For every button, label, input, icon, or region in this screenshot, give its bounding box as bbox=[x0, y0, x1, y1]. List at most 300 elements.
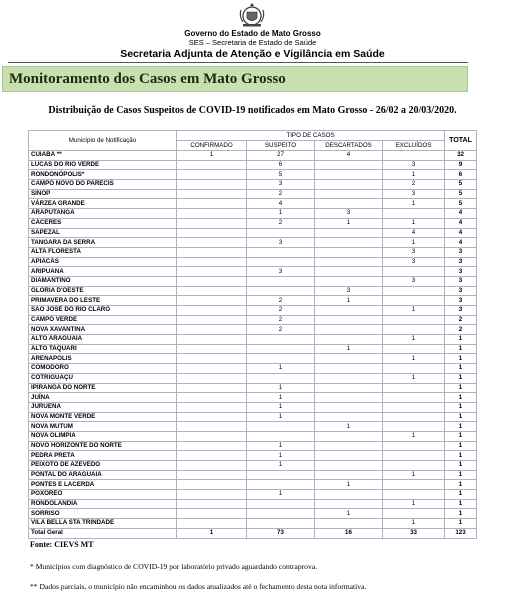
cell-suspeito: 2 bbox=[247, 315, 315, 325]
cell-excluidos bbox=[383, 412, 445, 422]
cell-suspeito bbox=[247, 499, 315, 509]
cell-confirmado: 1 bbox=[177, 528, 247, 538]
cell-descartados bbox=[315, 325, 383, 335]
table-row bbox=[29, 247, 477, 257]
cell-total: 1 bbox=[445, 364, 477, 374]
cell-excluidos: 1 bbox=[383, 170, 445, 180]
cell-suspeito: 5 bbox=[247, 170, 315, 180]
cell-descartados: 3 bbox=[315, 209, 383, 219]
cell-total: 32 bbox=[445, 151, 477, 161]
cell-suspeito: 1 bbox=[247, 402, 315, 412]
table-row bbox=[29, 218, 477, 228]
cell-descartados bbox=[315, 228, 383, 238]
cell-confirmado bbox=[177, 199, 247, 209]
cell-municipio: DIAMANTINO bbox=[29, 276, 177, 286]
cell-confirmado bbox=[177, 228, 247, 238]
col-header-tipo: TIPO DE CASOS bbox=[177, 131, 445, 141]
col-header-descartados: DESCARTADOS bbox=[315, 141, 383, 151]
cell-confirmado bbox=[177, 402, 247, 412]
cell-suspeito: 2 bbox=[247, 189, 315, 199]
cell-suspeito bbox=[247, 335, 315, 345]
cell-confirmado bbox=[177, 431, 247, 441]
cell-descartados: 1 bbox=[315, 344, 383, 354]
cell-total: 3 bbox=[445, 296, 477, 306]
cell-descartados bbox=[315, 238, 383, 248]
table-row bbox=[29, 170, 477, 180]
cell-excluidos: 1 bbox=[383, 431, 445, 441]
cell-municipio: Total Geral bbox=[29, 528, 177, 538]
cell-descartados bbox=[315, 393, 383, 403]
cell-total: 5 bbox=[445, 180, 477, 190]
cell-descartados bbox=[315, 160, 383, 170]
cell-municipio: PONTES E LACERDA bbox=[29, 480, 177, 490]
cell-descartados bbox=[315, 402, 383, 412]
table-row bbox=[29, 441, 477, 451]
cell-municipio: COMODORO bbox=[29, 364, 177, 374]
cell-municipio: CÁCERES bbox=[29, 218, 177, 228]
table-row bbox=[29, 257, 477, 267]
cell-descartados bbox=[315, 373, 383, 383]
table-row bbox=[29, 296, 477, 306]
cell-total: 4 bbox=[445, 228, 477, 238]
cell-total: 1 bbox=[445, 461, 477, 471]
cell-total: 1 bbox=[445, 383, 477, 393]
cell-descartados: 1 bbox=[315, 480, 383, 490]
cell-total: 2 bbox=[445, 325, 477, 335]
cell-suspeito: 6 bbox=[247, 160, 315, 170]
cell-total: 9 bbox=[445, 160, 477, 170]
cell-descartados: 1 bbox=[315, 218, 383, 228]
cell-descartados bbox=[315, 180, 383, 190]
cell-excluidos bbox=[383, 509, 445, 519]
cell-suspeito: 3 bbox=[247, 238, 315, 248]
cell-total: 4 bbox=[445, 218, 477, 228]
cell-suspeito bbox=[247, 276, 315, 286]
cell-confirmado bbox=[177, 461, 247, 471]
cell-excluidos: 3 bbox=[383, 189, 445, 199]
table-row bbox=[29, 286, 477, 296]
cell-descartados bbox=[315, 267, 383, 277]
cell-municipio: CUIABÁ ** bbox=[29, 151, 177, 161]
cell-confirmado bbox=[177, 344, 247, 354]
col-header-suspeito: SUSPEITO bbox=[247, 141, 315, 151]
cell-suspeito: 1 bbox=[247, 490, 315, 500]
cell-total: 4 bbox=[445, 209, 477, 219]
table-row bbox=[29, 519, 477, 529]
col-header-municipio: Município de Notificação bbox=[29, 131, 177, 151]
table-row bbox=[29, 509, 477, 519]
cell-excluidos bbox=[383, 480, 445, 490]
cell-descartados bbox=[315, 519, 383, 529]
cell-total: 1 bbox=[445, 451, 477, 461]
cell-municipio: PONTAL DO ARAGUAIA bbox=[29, 470, 177, 480]
cell-confirmado bbox=[177, 325, 247, 335]
cell-suspeito bbox=[247, 257, 315, 267]
cell-excluidos bbox=[383, 209, 445, 219]
cell-suspeito bbox=[247, 247, 315, 257]
cell-descartados bbox=[315, 335, 383, 345]
cell-confirmado bbox=[177, 383, 247, 393]
cell-municipio: NOVA XAVANTINA bbox=[29, 325, 177, 335]
table-total-row bbox=[29, 528, 477, 538]
cell-descartados bbox=[315, 257, 383, 267]
cell-confirmado bbox=[177, 393, 247, 403]
cell-confirmado bbox=[177, 296, 247, 306]
cell-municipio: SAPEZAL bbox=[29, 228, 177, 238]
cell-suspeito bbox=[247, 286, 315, 296]
cell-descartados bbox=[315, 490, 383, 500]
cell-descartados bbox=[315, 170, 383, 180]
cell-total: 1 bbox=[445, 431, 477, 441]
table-row bbox=[29, 228, 477, 238]
cell-excluidos bbox=[383, 402, 445, 412]
cell-total: 1 bbox=[445, 519, 477, 529]
cell-excluidos: 1 bbox=[383, 373, 445, 383]
table-row bbox=[29, 364, 477, 374]
cell-confirmado bbox=[177, 160, 247, 170]
cell-total: 3 bbox=[445, 267, 477, 277]
table-row bbox=[29, 335, 477, 345]
table-caption: Distribuição de Casos Suspeitos de COVID-19 notificados em Mato Grosso - 26/02 a 20/03/2020. bbox=[48, 105, 457, 116]
cell-excluidos: 1 bbox=[383, 470, 445, 480]
table-row bbox=[29, 431, 477, 441]
cell-suspeito: 2 bbox=[247, 306, 315, 316]
cell-confirmado bbox=[177, 490, 247, 500]
cell-municipio: ALTO ARAGUAIA bbox=[29, 335, 177, 345]
cell-total: 1 bbox=[445, 335, 477, 345]
cell-descartados bbox=[315, 441, 383, 451]
footnote-partial-data: ** Dados parciais, o município não encaminhou os dados atualizados até o fechamento desta nota informativa. bbox=[30, 582, 367, 591]
cell-suspeito: 2 bbox=[247, 325, 315, 335]
cell-excluidos bbox=[383, 344, 445, 354]
cell-total: 1 bbox=[445, 402, 477, 412]
table-row bbox=[29, 402, 477, 412]
cell-excluidos bbox=[383, 267, 445, 277]
table-row bbox=[29, 393, 477, 403]
cell-total: 1 bbox=[445, 422, 477, 432]
cell-total: 1 bbox=[445, 480, 477, 490]
cell-municipio: ARAPUTANGA bbox=[29, 209, 177, 219]
cell-confirmado bbox=[177, 422, 247, 432]
cell-suspeito bbox=[247, 519, 315, 529]
cell-suspeito bbox=[247, 480, 315, 490]
cell-total: 2 bbox=[445, 315, 477, 325]
cell-confirmado bbox=[177, 218, 247, 228]
cell-suspeito: 1 bbox=[247, 383, 315, 393]
cell-excluidos bbox=[383, 393, 445, 403]
cell-suspeito: 73 bbox=[247, 528, 315, 538]
cell-excluidos bbox=[383, 364, 445, 374]
cell-municipio: VÁRZEA GRANDE bbox=[29, 199, 177, 209]
cell-descartados bbox=[315, 315, 383, 325]
cell-municipio: PEIXOTO DE AZEVEDO bbox=[29, 461, 177, 471]
table-row bbox=[29, 490, 477, 500]
cell-excluidos: 1 bbox=[383, 499, 445, 509]
table-row bbox=[29, 209, 477, 219]
cell-suspeito: 1 bbox=[247, 209, 315, 219]
cell-municipio: GLÓRIA D'OESTE bbox=[29, 286, 177, 296]
table-row bbox=[29, 325, 477, 335]
table-row bbox=[29, 180, 477, 190]
cell-suspeito bbox=[247, 422, 315, 432]
cell-total: 6 bbox=[445, 170, 477, 180]
cell-municipio: ARENAPOLIS bbox=[29, 354, 177, 364]
cell-excluidos: 1 bbox=[383, 519, 445, 529]
cell-total: 4 bbox=[445, 238, 477, 248]
cell-total: 3 bbox=[445, 286, 477, 296]
cell-confirmado bbox=[177, 306, 247, 316]
cell-descartados: 1 bbox=[315, 422, 383, 432]
cell-total: 1 bbox=[445, 470, 477, 480]
cell-municipio: POXORÉO bbox=[29, 490, 177, 500]
cell-excluidos: 1 bbox=[383, 218, 445, 228]
cell-descartados bbox=[315, 189, 383, 199]
cell-total: 1 bbox=[445, 499, 477, 509]
cell-municipio: NOVA MUTUM bbox=[29, 422, 177, 432]
cell-confirmado bbox=[177, 364, 247, 374]
cell-suspeito: 1 bbox=[247, 461, 315, 471]
cell-total: 1 bbox=[445, 373, 477, 383]
cell-descartados bbox=[315, 461, 383, 471]
cell-total: 1 bbox=[445, 490, 477, 500]
cell-confirmado: 1 bbox=[177, 151, 247, 161]
cell-municipio: NOVO HORIZONTE DO NORTE bbox=[29, 441, 177, 451]
table-row bbox=[29, 354, 477, 364]
cell-suspeito: 1 bbox=[247, 393, 315, 403]
cell-confirmado bbox=[177, 180, 247, 190]
cell-confirmado bbox=[177, 519, 247, 529]
cell-total: 3 bbox=[445, 306, 477, 316]
cell-total: 5 bbox=[445, 189, 477, 199]
document-header bbox=[0, 0, 505, 66]
cell-excluidos: 1 bbox=[383, 335, 445, 345]
cell-confirmado bbox=[177, 354, 247, 364]
table-row bbox=[29, 451, 477, 461]
table-row bbox=[29, 306, 477, 316]
cell-excluidos bbox=[383, 441, 445, 451]
table-row bbox=[29, 383, 477, 393]
cell-total: 1 bbox=[445, 509, 477, 519]
cell-municipio: NOVA MONTE VERDE bbox=[29, 412, 177, 422]
table-row bbox=[29, 470, 477, 480]
cell-excluidos: 3 bbox=[383, 247, 445, 257]
table-row bbox=[29, 276, 477, 286]
cell-total: 5 bbox=[445, 199, 477, 209]
cell-suspeito: 4 bbox=[247, 199, 315, 209]
cell-municipio: LUCAS DO RIO VERDE bbox=[29, 160, 177, 170]
cell-suspeito: 2 bbox=[247, 218, 315, 228]
cell-descartados bbox=[315, 451, 383, 461]
table-row bbox=[29, 189, 477, 199]
cell-municipio: SINOP bbox=[29, 189, 177, 199]
cell-excluidos: 1 bbox=[383, 306, 445, 316]
cell-total: 3 bbox=[445, 276, 477, 286]
cell-municipio: ALTO TAQUARI bbox=[29, 344, 177, 354]
cell-suspeito: 3 bbox=[247, 267, 315, 277]
cell-confirmado bbox=[177, 247, 247, 257]
col-header-total: TOTAL bbox=[445, 131, 477, 151]
footnote-private-lab: * Municípios com diagnóstico de COVID-19 por laboratório privado aguardando contraprova. bbox=[30, 562, 318, 571]
cell-confirmado bbox=[177, 209, 247, 219]
cell-descartados bbox=[315, 499, 383, 509]
cell-excluidos bbox=[383, 286, 445, 296]
adjunct-secretariat-name: Secretaria Adjunta de Atenção e Vigilância em Saúde bbox=[120, 48, 385, 60]
cell-confirmado bbox=[177, 451, 247, 461]
cell-total: 1 bbox=[445, 412, 477, 422]
cell-municipio: APIACÁS bbox=[29, 257, 177, 267]
cell-excluidos: 1 bbox=[383, 238, 445, 248]
cell-total: 1 bbox=[445, 354, 477, 364]
cell-excluidos: 3 bbox=[383, 276, 445, 286]
cell-municipio: SORRISO bbox=[29, 509, 177, 519]
secretariat-name: SES – Secretaria de Estado de Saúde bbox=[188, 38, 317, 47]
cell-municipio: IPIRANGA DO NORTE bbox=[29, 383, 177, 393]
cell-municipio: CAMPO NOVO DO PARECIS bbox=[29, 180, 177, 190]
col-header-excluidos: EXCLUÍDOS bbox=[383, 141, 445, 151]
cell-confirmado bbox=[177, 480, 247, 490]
cell-confirmado bbox=[177, 170, 247, 180]
cell-excluidos bbox=[383, 151, 445, 161]
table-row bbox=[29, 238, 477, 248]
cell-municipio: RONDOLANDIA bbox=[29, 499, 177, 509]
cell-suspeito: 27 bbox=[247, 151, 315, 161]
table-row bbox=[29, 160, 477, 170]
cell-confirmado bbox=[177, 470, 247, 480]
cell-confirmado bbox=[177, 509, 247, 519]
table-row bbox=[29, 151, 477, 161]
table-body bbox=[29, 151, 477, 539]
cell-confirmado bbox=[177, 257, 247, 267]
header-divider bbox=[8, 62, 468, 63]
source-note: Fonte: CIEVS MT bbox=[30, 540, 94, 549]
cell-suspeito: 3 bbox=[247, 180, 315, 190]
cell-excluidos: 33 bbox=[383, 528, 445, 538]
cell-municipio: ARIPUANA bbox=[29, 267, 177, 277]
cell-excluidos bbox=[383, 383, 445, 393]
cell-excluidos: 3 bbox=[383, 160, 445, 170]
table-row bbox=[29, 422, 477, 432]
cell-excluidos bbox=[383, 461, 445, 471]
cell-descartados bbox=[315, 354, 383, 364]
cell-total: 3 bbox=[445, 257, 477, 267]
table-header-row bbox=[29, 131, 477, 141]
cell-suspeito: 1 bbox=[247, 451, 315, 461]
cell-suspeito bbox=[247, 228, 315, 238]
table-row bbox=[29, 499, 477, 509]
cell-confirmado bbox=[177, 267, 247, 277]
cell-total: 1 bbox=[445, 393, 477, 403]
cell-confirmado bbox=[177, 238, 247, 248]
cell-descartados bbox=[315, 364, 383, 374]
government-name: Governo do Estado de Mato Grosso bbox=[184, 29, 321, 38]
cell-excluidos bbox=[383, 325, 445, 335]
cell-excluidos: 3 bbox=[383, 257, 445, 267]
cell-descartados bbox=[315, 306, 383, 316]
table-row bbox=[29, 199, 477, 209]
cell-municipio: TANGARA DA SERRA bbox=[29, 238, 177, 248]
table-row bbox=[29, 344, 477, 354]
cell-municipio: RONDONÓPOLIS* bbox=[29, 170, 177, 180]
table-row bbox=[29, 315, 477, 325]
cell-suspeito bbox=[247, 344, 315, 354]
cell-descartados bbox=[315, 276, 383, 286]
table-row bbox=[29, 373, 477, 383]
cell-confirmado bbox=[177, 315, 247, 325]
cell-total: 123 bbox=[445, 528, 477, 538]
cell-excluidos: 1 bbox=[383, 354, 445, 364]
cell-confirmado bbox=[177, 335, 247, 345]
cell-descartados: 4 bbox=[315, 151, 383, 161]
cell-descartados: 3 bbox=[315, 286, 383, 296]
table-row bbox=[29, 480, 477, 490]
cell-municipio: VILA BELLA STA TRINDADE bbox=[29, 519, 177, 529]
cell-municipio: JUÍNA bbox=[29, 393, 177, 403]
cell-confirmado bbox=[177, 373, 247, 383]
cell-excluidos: 1 bbox=[383, 199, 445, 209]
cell-suspeito: 1 bbox=[247, 364, 315, 374]
cell-excluidos bbox=[383, 451, 445, 461]
cell-suspeito: 2 bbox=[247, 296, 315, 306]
cell-confirmado bbox=[177, 189, 247, 199]
cell-suspeito bbox=[247, 431, 315, 441]
cell-municipio: PRIMAVERA DO LESTE bbox=[29, 296, 177, 306]
cell-excluidos bbox=[383, 315, 445, 325]
cell-excluidos: 2 bbox=[383, 180, 445, 190]
cases-table bbox=[28, 130, 477, 539]
cell-descartados: 1 bbox=[315, 296, 383, 306]
cell-excluidos bbox=[383, 296, 445, 306]
cell-municipio: JURUENA bbox=[29, 402, 177, 412]
cell-municipio: ALTA FLORESTA bbox=[29, 247, 177, 257]
cell-suspeito bbox=[247, 373, 315, 383]
cell-confirmado bbox=[177, 276, 247, 286]
cell-suspeito: 1 bbox=[247, 441, 315, 451]
cell-descartados bbox=[315, 247, 383, 257]
cell-confirmado bbox=[177, 499, 247, 509]
cell-confirmado bbox=[177, 286, 247, 296]
cell-municipio: COTRIGUAÇU bbox=[29, 373, 177, 383]
cell-descartados: 1 bbox=[315, 509, 383, 519]
cell-descartados bbox=[315, 199, 383, 209]
banner-title: Monitoramento dos Casos em Mato Grosso bbox=[9, 71, 286, 87]
table-row bbox=[29, 412, 477, 422]
cell-descartados bbox=[315, 383, 383, 393]
cell-confirmado bbox=[177, 412, 247, 422]
section-banner bbox=[2, 66, 468, 92]
cell-total: 3 bbox=[445, 247, 477, 257]
cell-suspeito: 1 bbox=[247, 412, 315, 422]
cell-excluidos: 4 bbox=[383, 228, 445, 238]
cell-municipio: PEDRA PRETA bbox=[29, 451, 177, 461]
table-row bbox=[29, 461, 477, 471]
cell-suspeito bbox=[247, 509, 315, 519]
cell-descartados bbox=[315, 412, 383, 422]
table-row bbox=[29, 267, 477, 277]
cell-municipio: SÃO JOSÉ DO RIO CLARO bbox=[29, 306, 177, 316]
cell-total: 1 bbox=[445, 441, 477, 451]
state-coat-of-arms-icon bbox=[238, 2, 266, 28]
cell-descartados bbox=[315, 431, 383, 441]
cell-total: 1 bbox=[445, 344, 477, 354]
cell-excluidos bbox=[383, 490, 445, 500]
cell-suspeito bbox=[247, 470, 315, 480]
cell-municipio: NOVA OLIMPIA bbox=[29, 431, 177, 441]
cell-descartados: 16 bbox=[315, 528, 383, 538]
cell-suspeito bbox=[247, 354, 315, 364]
cell-confirmado bbox=[177, 441, 247, 451]
cell-municipio: CAMPO VERDE bbox=[29, 315, 177, 325]
col-header-confirmado: CONFIRMADO bbox=[177, 141, 247, 151]
